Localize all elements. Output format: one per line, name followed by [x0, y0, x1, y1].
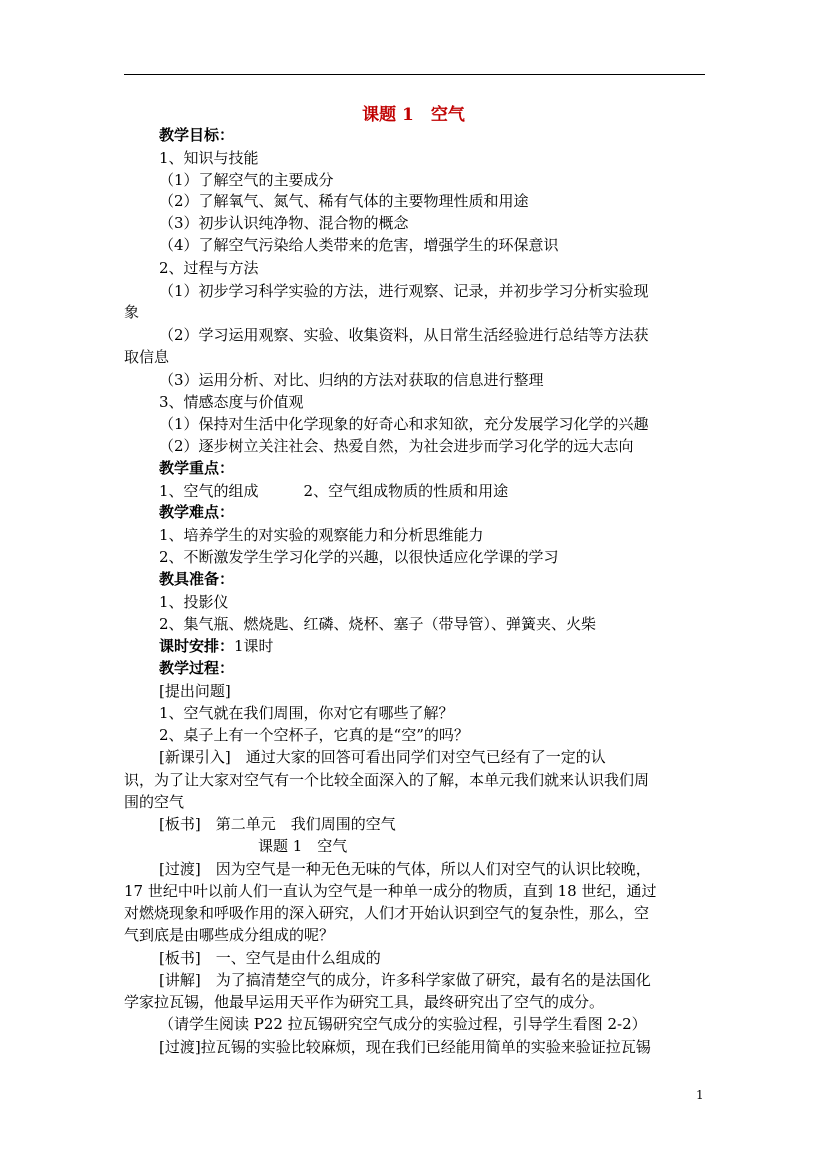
- text-line: [提出问题]: [159, 682, 231, 700]
- text-line: 1、知识与技能: [159, 149, 259, 167]
- text-line: 17 世纪中叶以前人们一直认为空气是一种单一成分的物质，直到 18 世纪，通过: [124, 882, 657, 900]
- header-rule: [124, 74, 705, 75]
- text-line: 2、过程与方法: [159, 259, 259, 277]
- text-line-label: 课时安排：: [159, 637, 235, 655]
- text-line: 1、投影仪: [159, 593, 229, 611]
- text-line: [板书] 第二单元 我们周围的空气: [159, 815, 396, 833]
- text-line: 气到底是由哪些成分组成的呢？: [124, 926, 335, 944]
- text-line: 学家拉瓦锡，他最早运用天平作为研究工具，最终研究出了空气的成分。: [124, 993, 605, 1011]
- text-line: 教学重点：: [159, 459, 235, 477]
- text-line: 对燃烧现象和呼吸作用的深入研究，人们才开始认识到空气的复杂性，那么，空: [124, 904, 650, 922]
- text-line: [板书] 一、空气是由什么组成的: [159, 949, 381, 967]
- text-line: 教具准备：: [159, 570, 235, 588]
- text-line: （3）初步认识纯净物、混合物的概念: [159, 214, 409, 232]
- text-line: （2）了解氧气、氮气、稀有气体的主要物理性质和用途: [159, 192, 529, 210]
- text-line: [159, 636, 274, 656]
- text-line: [过渡] 因为空气是一种无色无味的气体，所以人们对空气的认识比较晚，: [159, 860, 651, 878]
- text-line: 围的空气: [124, 793, 185, 811]
- text-line: （1）初步学习科学实验的方法，进行观察、记录，并初步学习分析实验现: [159, 282, 649, 300]
- page-title: 课题 1 空气: [362, 105, 465, 125]
- text-line: （2）学习运用观察、实验、收集资料，从日常生活经验进行总结等方法获: [159, 326, 649, 344]
- text-line: 识，为了让大家对空气有一个比较全面深入的了解，本单元我们就来认识我们周: [124, 771, 650, 789]
- text-line: [新课引入] 通过大家的回答可看出同学们对空气已经有了一定的认: [159, 748, 606, 766]
- text-line: 教学目标：: [159, 126, 235, 144]
- text-line: （2）逐步树立关注社会、热爱自然，为社会进步而学习化学的远大志向: [159, 437, 634, 455]
- text-line: 象: [124, 303, 140, 321]
- text-line: 课题 1 空气: [258, 837, 348, 855]
- text-line: 教学难点：: [159, 503, 235, 521]
- text-line: 2、集气瓶、燃烧匙、红磷、烧杯、塞子（带导管）、弹簧夹、火柴: [159, 615, 597, 633]
- text-line: （请学生阅读 P22 拉瓦锡研究空气成分的实验过程，引导学生看图 2-2）: [159, 1015, 647, 1033]
- text-line: （1）了解空气的主要成分: [159, 171, 334, 189]
- page-number: 1: [696, 1088, 704, 1102]
- text-line: 教学过程：: [159, 659, 235, 677]
- text-line: 3、情感态度与价值观: [159, 393, 304, 411]
- text-line: 1、培养学生的对实验的观察能力和分析思维能力: [159, 526, 484, 544]
- text-line: （3）运用分析、对比、归纳的方法对获取的信息进行整理: [159, 371, 544, 389]
- text-line-value: 1课时: [234, 637, 274, 655]
- text-line: （4）了解空气污染给人类带来的危害，增强学生的环保意识: [159, 236, 559, 254]
- text-line: [过渡]拉瓦锡的实验比较麻烦，现在我们已经能用简单的实验来验证拉瓦锡: [159, 1038, 651, 1056]
- text-line: 取信息: [124, 348, 170, 366]
- text-line: 1、空气就在我们周围，你对它有哪些了解？: [159, 704, 454, 722]
- text-line: 2、不断激发学生学习化学的兴趣，以很快适应化学课的学习: [159, 548, 559, 566]
- text-line: 2、桌子上有一个空杯子，它真的是“空”的吗？: [159, 726, 469, 744]
- text-line: （1）保持对生活中化学现象的好奇心和求知欲，充分发展学习化学的兴趣: [159, 415, 649, 433]
- text-line: 1、空气的组成 2、空气组成物质的性质和用途: [159, 482, 509, 500]
- text-line: [讲解] 为了搞清楚空气的成分，许多科学家做了研究，最有名的是法国化: [159, 971, 651, 989]
